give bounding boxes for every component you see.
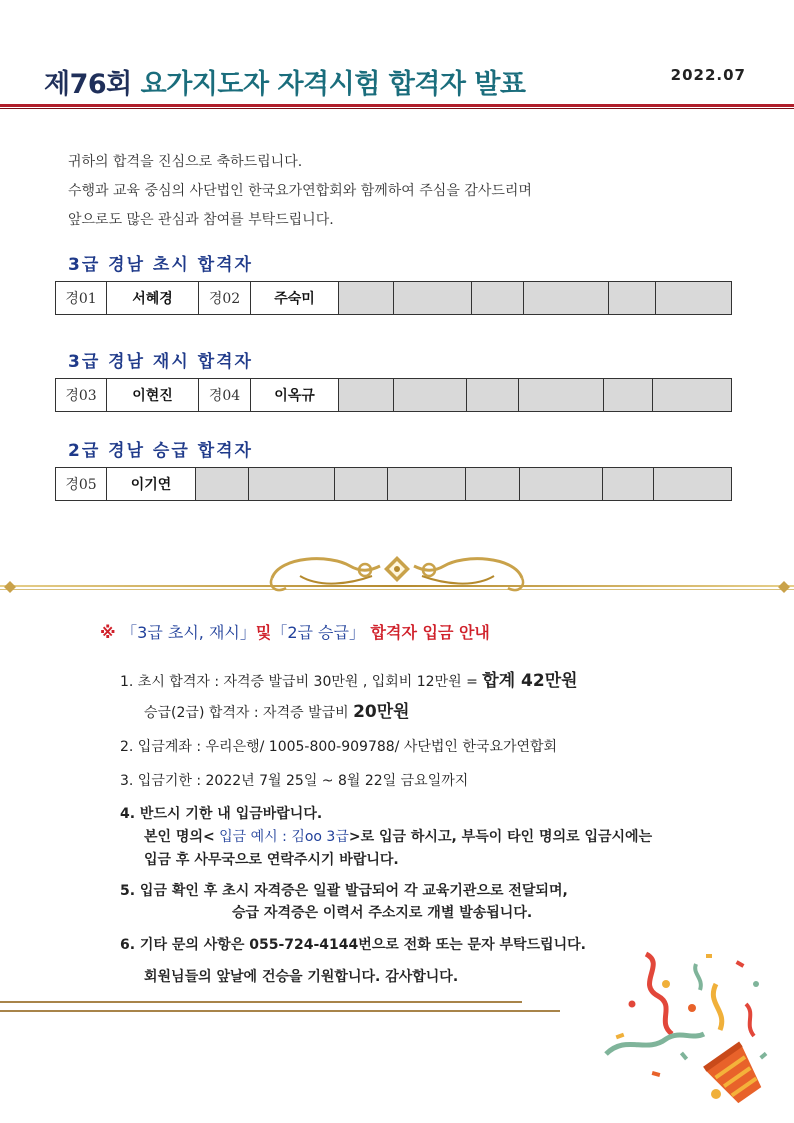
empty-cell [249,468,335,501]
item-5-sub: 승급 자격증은 이력서 주소지로 개별 발송됩니다. [232,905,533,921]
candidate-name: 이기연 [107,468,196,501]
candidate-code: 경05 [56,468,107,501]
empty-cell [520,468,603,501]
candidate-code: 경01 [56,282,107,315]
item-6: 6. 기타 문의 사항은 055-724-4144번으로 전화 또는 문자 부탁드립니다. [120,937,586,953]
empty-cell [472,282,524,315]
candidate-name: 이옥규 [251,379,339,412]
empty-cell [653,379,732,412]
gold-ornament-divider-icon [0,548,794,628]
item-2: 2. 입금계좌 : 우리은행/ 1005-800-909788/ 사단법인 한국요가연합회 [120,739,558,755]
item-1-text: 1. 초시 합격자 : 자격증 발급비 30만원 , 입회비 12만원 = [120,674,483,690]
item-5: 5. 입금 확인 후 초시 자격증은 일괄 발급되어 각 교육기관으로 전달되며, [120,883,568,899]
section-title-first-exam: 3급 경남 초시 합격자 [68,255,253,275]
roster-table-promotion [55,467,732,501]
page-title [44,62,526,101]
section-title-promotion: 2급 경남 승급 합격자 [68,441,253,461]
candidate-name: 주숙미 [251,282,339,315]
empty-cell [394,282,472,315]
header-divider [0,104,794,107]
candidate-code: 경03 [56,379,107,412]
intro-line-1: 귀하의 합격을 진심으로 축하드립니다. [68,154,303,170]
item-4-sub-1 [144,826,652,846]
empty-cell [466,468,520,501]
item-4-sub-2: 입금 후 사무국으로 연락주시기 바랍니다. [144,852,399,868]
candidate-code: 경02 [199,282,251,315]
candidate-name: 서혜경 [107,282,199,315]
empty-cell [654,468,732,501]
empty-cell [339,379,394,412]
empty-cell [604,379,653,412]
item-1-sub-amount: 20만원 [353,702,410,722]
party-popper-confetti-icon [596,944,776,1114]
empty-cell [388,468,466,501]
candidate-name: 이현진 [107,379,199,412]
issue-date: 2022.07 [670,66,746,84]
empty-cell [196,468,249,501]
empty-cell [603,468,654,501]
item-1 [120,666,578,691]
header-divider-thin [0,108,794,109]
roster-table-first-exam [55,281,732,315]
notice-part3: 「2급 승급」 [271,623,365,642]
empty-cell [394,379,467,412]
item-4-example: 입금 예시 : 김oo 3급 [214,829,349,845]
title-prefix: 제76회 [44,69,132,100]
empty-cell [335,468,388,501]
notice-part4: 합격자 입금 안내 [370,623,490,642]
item-3: 3. 입금기한 : 2022년 7월 25일 ~ 8월 22일 금요일까지 [120,773,469,789]
item-1-sub [144,697,410,722]
empty-cell [467,379,519,412]
notice-mark: ※ [100,623,116,642]
notice-part1: 「3급 초시, 재시」 [121,623,256,642]
roster-table-retake [55,378,732,412]
item-4: 4. 반드시 기한 내 입금바랍니다. [120,806,323,822]
title-main: 요가지도자 자격시험 합격자 발표 [140,69,526,100]
empty-cell [609,282,656,315]
intro-line-2: 수행과 교육 중심의 사단법인 한국요가연합회와 함께하여 주심을 감사드리며 [68,183,532,199]
section-title-retake: 3급 경남 재시 합격자 [68,352,253,372]
candidate-code: 경04 [199,379,251,412]
empty-cell [339,282,394,315]
item-1-total: 합계 42만원 [482,671,578,691]
payment-notice-heading [100,620,490,643]
bottom-divider-2 [0,1010,560,1012]
empty-cell [524,282,609,315]
bottom-divider-1 [0,1001,522,1003]
empty-cell [656,282,732,315]
notice-part2: 및 [255,623,272,642]
empty-cell [519,379,604,412]
item-4-sub-1c: >로 입금 하시고, 부득이 타인 명의로 입금시에는 [348,829,653,845]
closing-message: 회원님들의 앞날에 건승을 기원합니다. 감사합니다. [144,969,459,985]
item-4-sub-1a: 본인 명의< [144,829,215,845]
item-1-sub-text: 승급(2급) 합격자 : 자격증 발급비 [144,705,354,721]
intro-line-3: 앞으로도 많은 관심과 참여를 부탁드립니다. [68,212,334,228]
